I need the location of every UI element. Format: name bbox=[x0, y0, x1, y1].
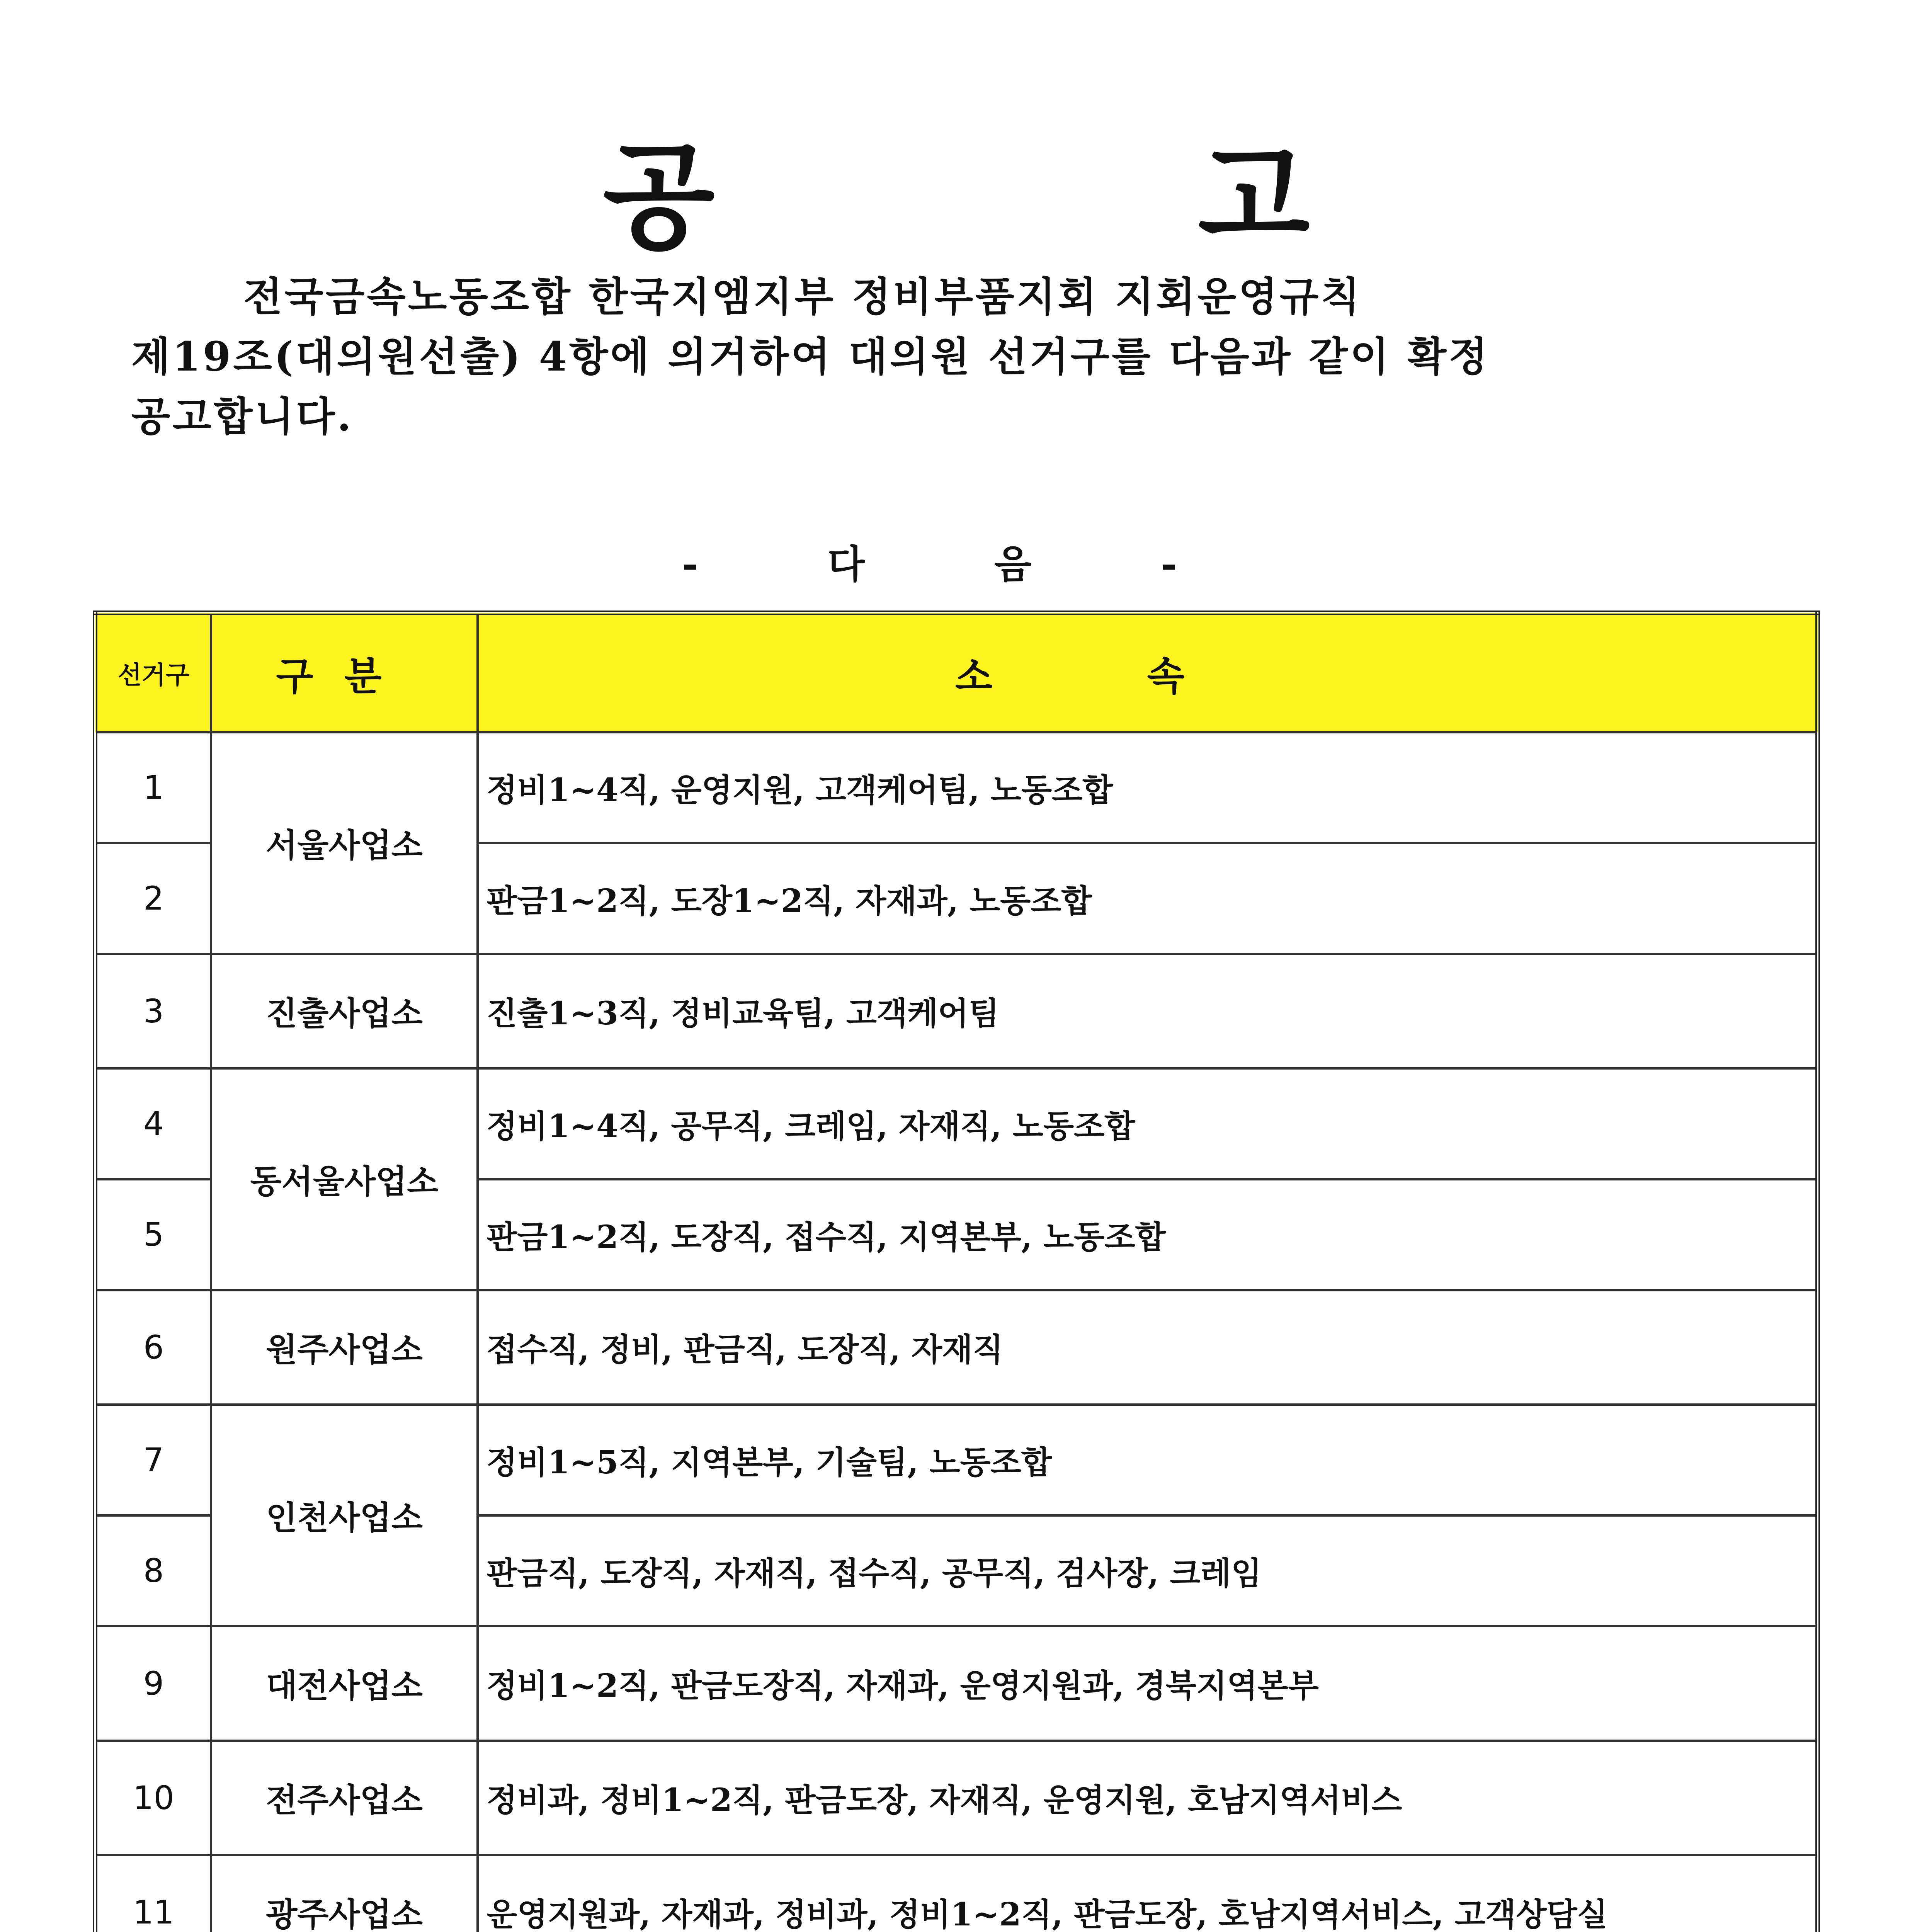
affiliation-units: 운영지원과, 자재과, 정비과, 정비1~2직, 판금도장, 호남지역서비스, 고객상담실 bbox=[478, 1855, 1818, 1932]
title-char-2: 고 bbox=[1198, 129, 1310, 265]
table-row bbox=[95, 954, 1818, 1068]
district-number: 5 bbox=[95, 1179, 211, 1290]
district-number: 3 bbox=[95, 954, 211, 1068]
intro-line-1: 전국금속노동조합 한국지엠지부 정비부품지회 지회운영규칙 bbox=[243, 273, 1362, 320]
header-division: 구분 bbox=[211, 613, 478, 732]
affiliation-units: 정비1~2직, 판금도장직, 자재과, 운영지원과, 경북지역본부 bbox=[478, 1626, 1818, 1740]
district-number: 1 bbox=[95, 732, 211, 843]
affiliation-units: 접수직, 정비, 판금직, 도장직, 자재직 bbox=[478, 1290, 1818, 1405]
table-row bbox=[95, 1741, 1818, 1855]
table-row bbox=[95, 1855, 1818, 1932]
office-name: 대전사업소 bbox=[211, 1626, 478, 1740]
table-row bbox=[95, 1626, 1818, 1740]
affiliation-units: 정비1~4직, 공무직, 크레임, 자재직, 노동조합 bbox=[478, 1068, 1818, 1179]
office-name: 광주사업소 bbox=[211, 1855, 478, 1932]
document-title bbox=[0, 128, 1917, 267]
office-name: 원주사업소 bbox=[211, 1290, 478, 1405]
intro-line-2: 제19조(대의원선출) 4항에 의거하여 대의원 선거구를 다음과 같이 확정 bbox=[131, 333, 1490, 380]
table-header-row bbox=[95, 613, 1818, 732]
district-number: 10 bbox=[95, 1741, 211, 1855]
affiliation-units: 판금1~2직, 도장직, 접수직, 지역본부, 노동조합 bbox=[478, 1179, 1818, 1290]
office-name: 전주사업소 bbox=[211, 1741, 478, 1855]
table-row bbox=[95, 1068, 1818, 1179]
district-table bbox=[93, 611, 1820, 1932]
table-row bbox=[95, 1405, 1818, 1515]
affiliation-units: 진출1~3직, 정비교육팀, 고객케어팀 bbox=[478, 954, 1818, 1068]
affiliation-units: 정비1~5직, 지역본부, 기술팀, 노동조합 bbox=[478, 1405, 1818, 1515]
title-char-1: 공 bbox=[603, 129, 715, 265]
affiliation-units: 판금1~2직, 도장1~2직, 자재과, 노동조합 bbox=[478, 843, 1818, 954]
intro-paragraph bbox=[131, 267, 1816, 446]
affiliation-units: 정비과, 정비1~2직, 판금도장, 자재직, 운영지원, 호남지역서비스 bbox=[478, 1741, 1818, 1855]
district-number: 7 bbox=[95, 1405, 211, 1515]
affiliation-units: 정비1~4직, 운영지원, 고객케어팀, 노동조합 bbox=[478, 732, 1818, 843]
office-name: 동서울사업소 bbox=[211, 1068, 478, 1290]
district-number: 8 bbox=[95, 1515, 211, 1626]
office-name: 진출사업소 bbox=[211, 954, 478, 1068]
district-number: 2 bbox=[95, 843, 211, 954]
table-row bbox=[95, 1290, 1818, 1405]
district-number: 6 bbox=[95, 1290, 211, 1405]
district-number: 9 bbox=[95, 1626, 211, 1740]
affiliation-units: 판금직, 도장직, 자재직, 접수직, 공무직, 검사장, 크레임 bbox=[478, 1515, 1818, 1626]
next-label: - 다 음 - bbox=[682, 541, 1235, 587]
office-name: 서울사업소 bbox=[211, 732, 478, 954]
header-affiliation: 소속 bbox=[478, 613, 1818, 732]
district-number: 11 bbox=[95, 1855, 211, 1932]
header-district: 선거구 bbox=[95, 613, 211, 732]
table-row bbox=[95, 732, 1818, 843]
intro-line-3: 공고합니다. bbox=[131, 393, 354, 440]
office-name: 인천사업소 bbox=[211, 1405, 478, 1626]
district-number: 4 bbox=[95, 1068, 211, 1179]
